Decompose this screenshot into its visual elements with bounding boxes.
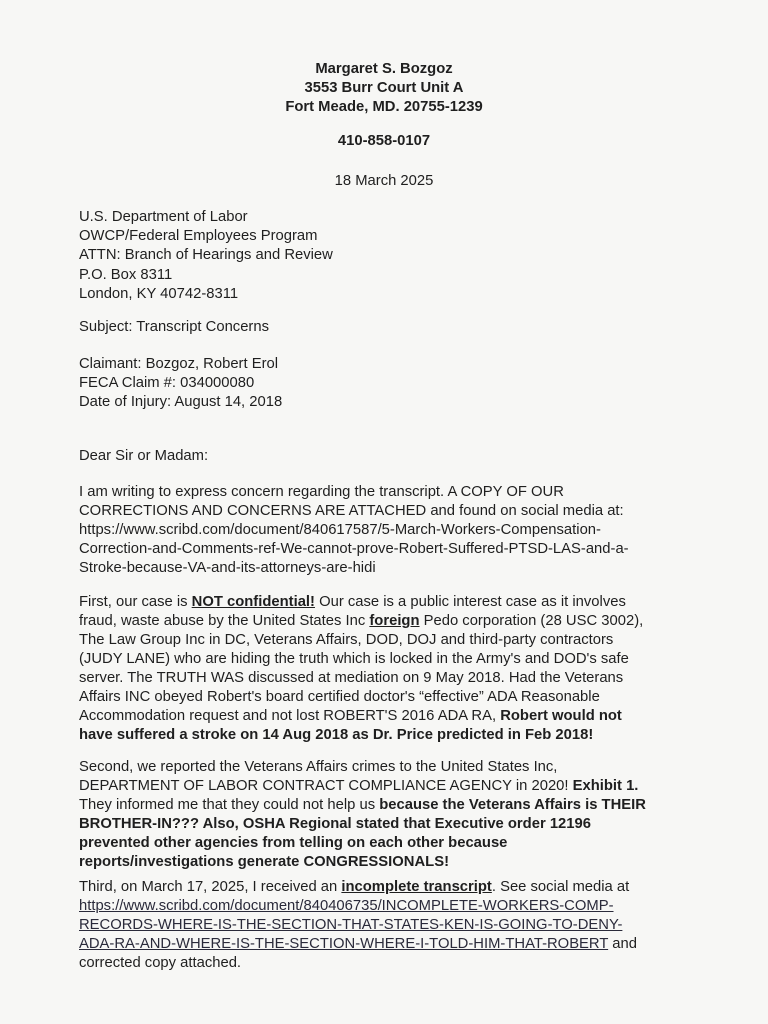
text-span: fraud, waste abuse by the United States Inc (79, 613, 370, 629)
text-span: First, our case is (79, 594, 192, 610)
sender-address-line1: 3553 Burr Court Unit A (304, 80, 464, 96)
salutation: Dear Sir or Madam: (79, 448, 209, 464)
second-line-bold: reports/investigations generate CONGRESSIONALS! (79, 854, 449, 870)
incomplete-transcript-emphasis: incomplete transcript (341, 879, 492, 895)
intro-link-line: https://www.scribd.com/document/840617587/5-March-Workers-Compensation- (79, 522, 601, 538)
third-paragraph (79, 878, 699, 973)
intro-line: I am writing to express concern regarding the transcript. A COPY OF OUR (79, 484, 564, 500)
text-span: Third, on March 17, 2025, I received an (79, 879, 342, 895)
second-line-bold: BROTHER-IN??? Also, OSHA Regional stated that Executive order 12196 (79, 816, 591, 832)
text-span: Our case is a public interest case as it involves (314, 594, 626, 610)
first-paragraph (79, 593, 699, 745)
text-span: Accommodation request and not lost ROBERT'S 2016 ADA RA, (79, 708, 501, 724)
subject-line: Subject: Transcript Concerns (79, 319, 269, 335)
text-span: and (608, 936, 637, 952)
claim-info (79, 355, 689, 413)
recipient-line: U.S. Department of Labor (79, 209, 248, 225)
bold-span: Robert would not (500, 708, 622, 724)
transcript-link[interactable]: RECORDS-WHERE-IS-THE-SECTION-THAT-STATES-KEN-IS-GOING-TO-DENY- (79, 917, 623, 933)
first-line: The Law Group Inc in DC, Veterans Affairs, DOD, DOJ and third-party contractors (79, 632, 614, 648)
bold-span: because the Veterans Affairs is THEIR (379, 797, 646, 813)
third-line (79, 935, 699, 954)
intro-link-line: Stroke-because-VA-and-its-attorneys-are-hidi (79, 560, 376, 576)
transcript-link[interactable]: ADA-RA-AND-WHERE-IS-THE-SECTION-WHERE-I-TOLD-HIM-THAT-ROBERT (79, 936, 609, 952)
first-line: (JUDY LANE) who are hiding the truth which is locked in the Army's and DOD's safe (79, 651, 629, 667)
first-line (79, 593, 699, 612)
text-span: Pedo corporation (28 USC 3002), (419, 613, 644, 629)
recipient-line: OWCP/Federal Employees Program (79, 228, 318, 245)
recipient-line: London, KY 40742-8311 (79, 285, 239, 302)
second-line-bold: prevented other agencies from telling on each other because (79, 835, 508, 851)
claimant-line: Claimant: Bozgoz, Robert Erol (79, 356, 279, 372)
letter-date: 18 March 2025 (334, 173, 434, 189)
second-line: Second, we reported the Veterans Affairs crimes to the United States Inc, (79, 759, 558, 775)
third-line (79, 878, 699, 897)
first-line: Affairs INC obeyed Robert's board certified doctor's “effective” ADA Reasonable (79, 689, 600, 705)
intro-paragraph (79, 483, 699, 578)
injury-date-line: Date of Injury: August 14, 2018 (79, 394, 283, 411)
first-line: server. The TRUTH WAS discussed at mediation on 9 May 2018. Had the Veterans (79, 670, 624, 686)
second-line (79, 777, 699, 796)
second-paragraph (79, 758, 699, 872)
exhibit-reference: Exhibit 1. (572, 778, 639, 794)
sender-phone-block (0, 132, 768, 151)
recipient-line: ATTN: Branch of Hearings and Review (79, 247, 333, 264)
sender-name: Margaret S. Bozgoz (315, 61, 453, 77)
first-line (79, 707, 699, 726)
intro-line: CORRECTIONS AND CONCERNS ARE ATTACHED and found on social media at: (79, 503, 624, 519)
intro-link-line: Correction-and-Comments-ref-We-cannot-prove-Robert-Suffered-PTSD-LAS-and-a- (79, 541, 629, 557)
third-line: corrected copy attached. (79, 955, 242, 971)
first-line-bold: have suffered a stroke on 14 Aug 2018 as Dr. Price predicted in Feb 2018! (79, 727, 594, 743)
sender-block (0, 60, 768, 117)
recipient-address (79, 208, 689, 304)
sender-address-line2: Fort Meade, MD. 20755-1239 (285, 99, 483, 115)
second-line (79, 796, 699, 815)
text-span: . See social media at (491, 879, 630, 895)
sender-phone: 410-858-0107 (337, 133, 431, 149)
not-confidential-emphasis: NOT confidential! (191, 594, 315, 610)
claim-number-line: FECA Claim #: 034000080 (79, 375, 255, 392)
transcript-link[interactable]: https://www.scribd.com/document/840406735/INCOMPLETE-WORKERS-COMP- (79, 898, 614, 914)
recipient-line: P.O. Box 8311 (79, 266, 173, 283)
text-span: They informed me that they could not help us (79, 797, 380, 813)
text-span: DEPARTMENT OF LABOR CONTRACT COMPLIANCE AGENCY in 2020! (79, 778, 573, 794)
first-line (79, 612, 699, 631)
foreign-emphasis: foreign (369, 613, 420, 629)
